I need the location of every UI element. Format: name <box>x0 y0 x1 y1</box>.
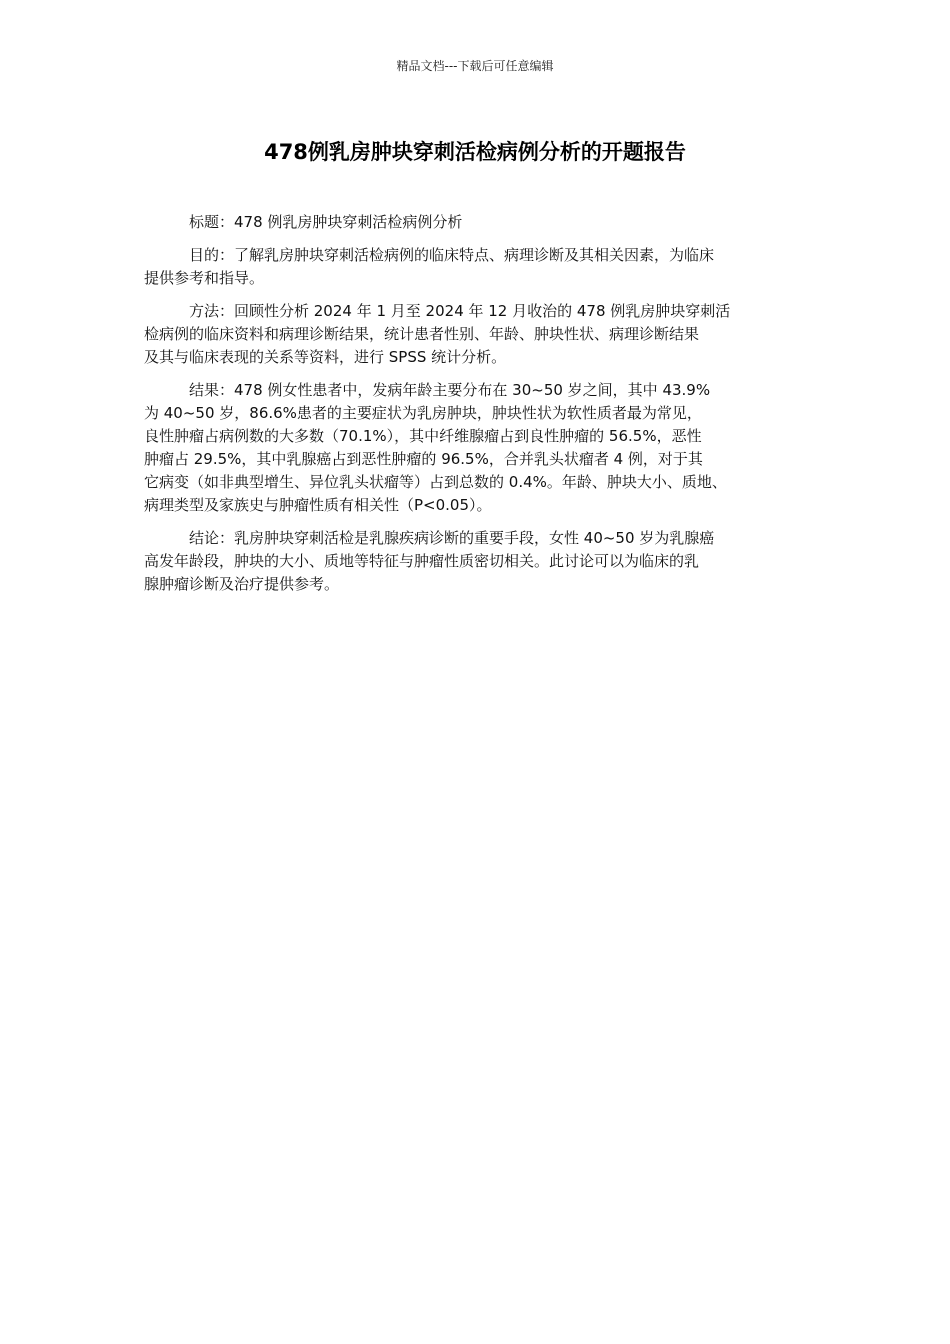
paragraph-line: 它病变（如非典型增生、异位乳头状瘤等）占到总数的 0.4%。年龄、肿块大小、质地、 <box>144 473 727 491</box>
paragraph-line: 检病例的临床资料和病理诊断结果，统计患者性别、年龄、肿块性状、病理诊断结果 <box>144 325 700 343</box>
document-body <box>144 211 816 606</box>
paragraph-objective <box>144 244 816 290</box>
paragraph-line: 结果：478 例女性患者中，发病年龄主要分布在 30~50 岁之间，其中 43.9% <box>189 381 711 399</box>
paragraph-conclusion <box>144 527 816 596</box>
paragraph-line: 标题：478 例乳房肿块穿刺活检病例分析 <box>189 213 463 231</box>
paragraph-line: 腺肿瘤诊断及治疗提供参考。 <box>144 575 340 593</box>
paragraph-line: 及其与临床表现的关系等资料，进行 SPSS 统计分析。 <box>144 348 507 366</box>
paragraph-line: 方法：回顾性分析 2024 年 1 月至 2024 年 12 月收治的 478 例乳房肿块穿刺活 <box>189 302 731 320</box>
paragraph-line: 为 40~50 岁，86.6%患者的主要症状为乳房肿块，肿块性状为软性质者最为常见， <box>144 404 702 422</box>
paragraph-results <box>144 379 816 517</box>
paragraph-line: 肿瘤占 29.5%，其中乳腺癌占到恶性肿瘤的 96.5%，合并乳头状瘤者 4 例，对于其 <box>144 450 703 468</box>
paragraph-line: 目的：了解乳房肿块穿刺活检病例的临床特点、病理诊断及其相关因素，为临床 <box>189 246 715 264</box>
page-header: 精品文档---下载后可任意编辑 <box>396 59 554 73</box>
paragraph-line: 高发年龄段，肿块的大小、质地等特征与肿瘤性质密切相关。此讨论可以为临床的乳 <box>144 552 700 570</box>
paragraph-line: 提供参考和指导。 <box>144 269 265 287</box>
paragraph-line: 病理类型及家族史与肿瘤性质有相关性（P<0.05）。 <box>144 496 492 514</box>
document-title: 478例乳房肿块穿刺活检病例分析的开题报告 <box>264 140 686 164</box>
paragraph-line: 结论：乳房肿块穿刺活检是乳腺疾病诊断的重要手段，女性 40~50 岁为乳腺癌 <box>189 529 715 547</box>
paragraph-line: 良性肿瘤占病例数的大多数（70.1%），其中纤维腺瘤占到良性肿瘤的 56.5%，恶性 <box>144 427 702 445</box>
paragraph-method <box>144 300 816 369</box>
paragraph-subject <box>144 211 816 234</box>
